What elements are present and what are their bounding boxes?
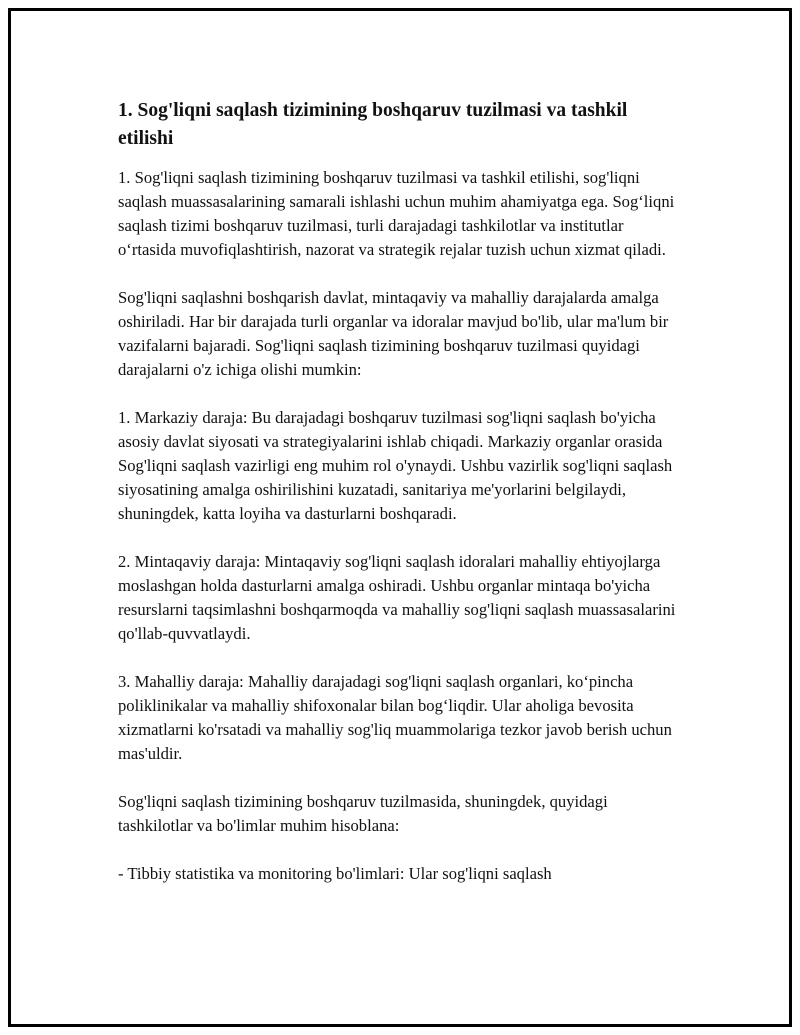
paragraph-organizations: Sog'liqni saqlash tizimining boshqaruv tuzilmasida, shuningdek, quyidagi tashkilotlar va bo'limlar muhim hisoblana: bbox=[118, 792, 608, 835]
paragraph-local-level: 3. Mahalliy daraja: Mahalliy darajadagi sog'liqni saqlash organlari, ko‘pincha poliklinikalar va mahalliy shifoxonalar bilan bog‘liqdir. Ular aholiga bevosita xizmatlarni ko'rsatadi va mahalliy sog'liq muammolariga tezkor javob berish uchun mas'uldir. bbox=[118, 672, 672, 763]
document-body bbox=[118, 97, 684, 910]
paragraph-intro: 1. Sog'liqni saqlash tizimining boshqaruv tuzilmasi va tashkil etilishi, sog'liqni saqlash muassasalarining samarali ishlashi uchun muhim ahamiyatga ega. Sog‘liqni saqlash tizimi boshqaruv tuzilmasi, turli darajadagi tashkilotlar va institutlar o‘rtasida muvofiqlashtirish, nazorat va strategik rejalar tuzish uchun xizmat qiladi. bbox=[118, 168, 675, 259]
paragraph-statistics-item: - Tibbiy statistika va monitoring bo'limlari: Ular sog'liqni saqlash bbox=[118, 864, 552, 883]
paragraph-central-level: 1. Markaziy daraja: Bu darajadagi boshqaruv tuzilmasi sog'liqni saqlash bo'yicha asosiy davlat siyosati va strategiyalarini ishlab chiqadi. Markaziy organlar orasida Sog'liqni saqlash vazirligi eng muhim rol o'ynaydi. Ushbu vazirlik sog'liqni saqlash siyosatining amalga oshirilishini kuzatadi, sanitariya me'yorlarini belgilaydi, shuningdek, katta loyiha va dasturlarni boshqaradi. bbox=[118, 408, 673, 523]
document-title: 1. Sog'liqni saqlash tizimining boshqaruv tuzilmasi va tashkil etilishi bbox=[118, 100, 628, 149]
page-frame bbox=[8, 8, 792, 1027]
paragraph-levels-overview: Sog'liqni saqlashni boshqarish davlat, mintaqaviy va mahalliy darajalarda amalga oshiriladi. Har bir darajada turli organlar va idoralar mavjud bo'lib, ular ma'lum bir vazifalarni bajaradi. Sog'liqni saqlash tizimining boshqaruv tuzilmasi quyidagi darajalarni o'z ichiga olishi mumkin: bbox=[118, 288, 669, 379]
paragraph-regional-level: 2. Mintaqaviy daraja: Mintaqaviy sog'liqni saqlash idoralari mahalliy ehtiyojlarga moslashgan holda dasturlarni amalga oshiradi. Ushbu organlar mintaqa bo'yicha resurslarni taqsimlashni boshqarmoqda va mahalliy sog'liqni saqlash muassasalarini qo'llab-quvvatlaydi. bbox=[118, 552, 676, 643]
